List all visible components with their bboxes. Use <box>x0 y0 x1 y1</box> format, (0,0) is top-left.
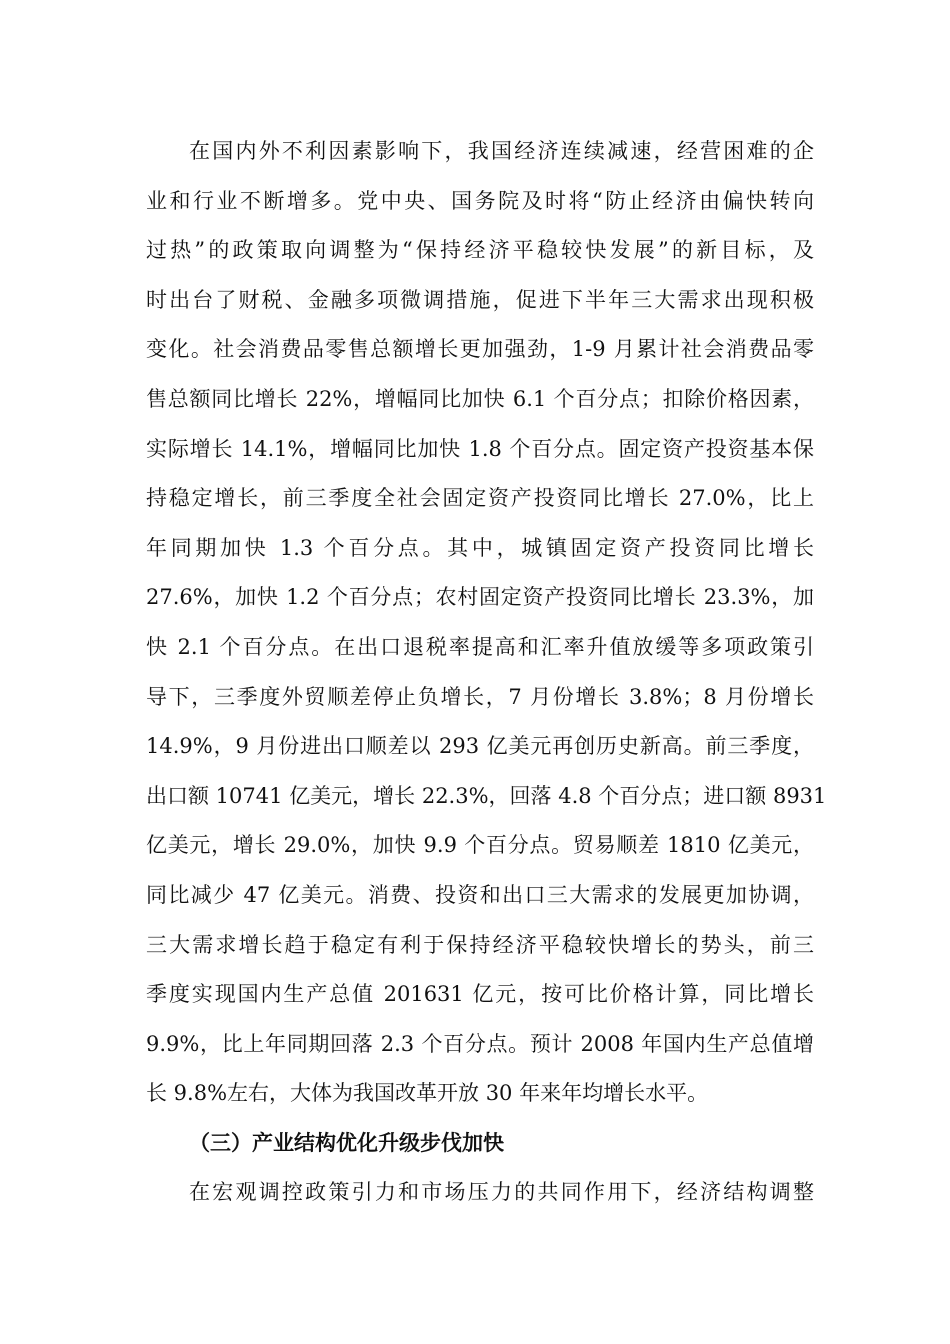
paragraph-line: 出口额 10741 亿美元，增长 22.3%，回落 4.8 个百分点；进口额 8931 <box>146 783 827 808</box>
body-paragraph-1 <box>146 127 827 1119</box>
paragraph-line-last: 长 9.8%左右，大体为我国改革开放 30 年来年均增长水平。 <box>146 1081 709 1106</box>
paragraph-line: 三大需求增长趋于稳定有利于保持经济平稳较快增长的势头，前三 <box>146 932 814 957</box>
paragraph-line: 14.9%，9 月份进出口顺差以 293 亿美元再创历史新高。前三季度， <box>146 734 814 759</box>
paragraph-line: 季度实现国内生产总值 201631 亿元，按可比价格计算，同比增长 <box>146 982 814 1007</box>
paragraph-line: 业和行业不断增多。党中央、国务院及时将“防止经济由偏快转向 <box>146 188 814 213</box>
paragraph-line: 持稳定增长，前三季度全社会固定资产投资同比增长 27.0%，比上 <box>146 486 814 511</box>
paragraph-line: 售总额同比增长 22%，增幅同比加快 6.1 个百分点；扣除价格因素， <box>146 386 814 411</box>
paragraph-line: 亿美元，增长 29.0%，加快 9.9 个百分点。贸易顺差 1810 亿美元， <box>146 833 814 858</box>
paragraph-line: 9.9%，比上年同期回落 2.3 个百分点。预计 2008 年国内生产总值增 <box>146 1031 814 1056</box>
paragraph-line: 年同期加快 1.3 个百分点。其中，城镇固定资产投资同比增长 <box>146 535 814 560</box>
paragraph-line: 导下，三季度外贸顺差停止负增长，7 月份增长 3.8%；8 月份增长 <box>146 684 814 709</box>
paragraph-line: 时出台了财税、金融多项微调措施，促进下半年三大需求出现积极 <box>146 287 814 312</box>
paragraph-line: 同比减少 47 亿美元。消费、投资和出口三大需求的发展更加协调， <box>146 882 814 907</box>
paragraph-line: 变化。社会消费品零售总额增长更加强劲，1-9 月累计社会消费品零 <box>146 337 814 362</box>
body-paragraph-2 <box>146 1168 814 1218</box>
paragraph-line: 实际增长 14.1%，增幅同比加快 1.8 个百分点。固定资产投资基本保 <box>146 436 814 461</box>
paragraph-line: 快 2.1 个百分点。在出口退税率提高和汇率升值放缓等多项政策引 <box>146 634 814 659</box>
paragraph-line: 在国内外不利因素影响下，我国经济连续减速，经营困难的企 <box>189 139 814 163</box>
paragraph-line: 在宏观调控政策引力和市场压力的共同作用下，经济结构调整 <box>189 1180 814 1205</box>
section-heading: （三）产业结构优化升级步伐加快 <box>189 1130 504 1155</box>
document-page <box>146 127 827 1218</box>
paragraph-line: 过热”的政策取向调整为“保持经济平稳较快发展”的新目标，及 <box>146 238 814 263</box>
paragraph-line: 27.6%，加快 1.2 个百分点；农村固定资产投资同比增长 23.3%，加 <box>146 585 814 610</box>
